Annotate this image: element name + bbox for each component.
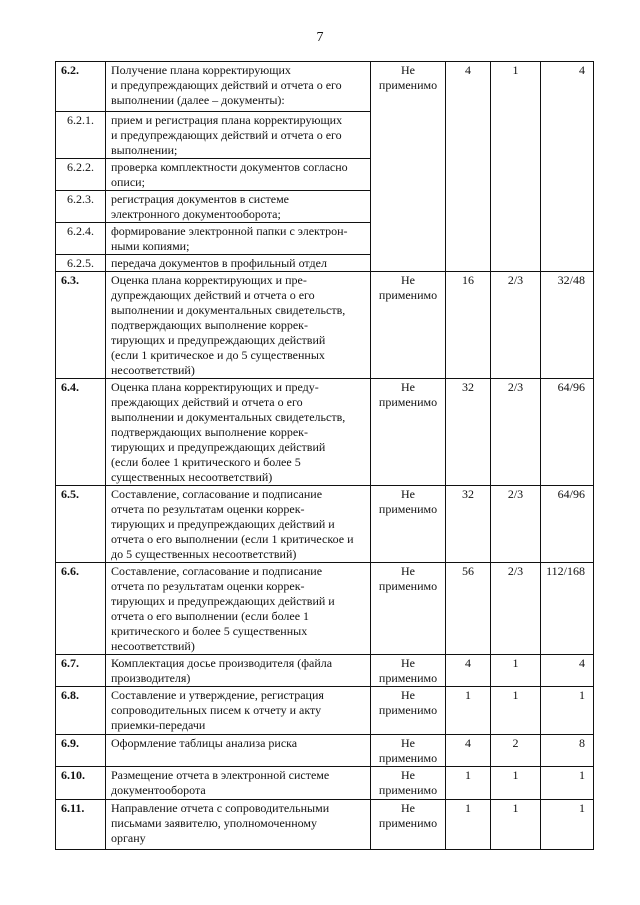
description-line: Составление и утверждение, регистрация <box>111 688 324 702</box>
row-number: 6.4. <box>56 379 106 486</box>
row-number: 6.11. <box>56 800 106 850</box>
row-number: 6.10. <box>56 767 106 800</box>
row-value-b: 2/3 <box>491 272 541 379</box>
row-description <box>106 563 371 655</box>
description-line: Составление, согласование и подписание <box>111 564 323 578</box>
row-description <box>106 159 371 191</box>
row-status: Не применимо <box>371 486 446 563</box>
description-line: Размещение отчета в электронной системе <box>111 768 330 782</box>
description-line: подтверждающих выполнение коррек- <box>111 425 308 439</box>
description-line: несоответствий) <box>111 639 195 653</box>
row-value-a: 32 <box>446 379 491 486</box>
row-value-c: 4 <box>541 62 594 272</box>
row-status: Не применимо <box>371 655 446 687</box>
description-line: органу <box>111 831 146 845</box>
table-row <box>56 486 594 563</box>
row-description <box>106 112 371 159</box>
description-line: тирующих и предупреждающих действий <box>111 333 326 347</box>
description-line: Комплектация досье производителя (файла <box>111 656 333 670</box>
description-line: существенных несоответствий) <box>111 470 273 484</box>
row-value-a: 4 <box>446 735 491 767</box>
row-number: 6.7. <box>56 655 106 687</box>
description-line: Оценка плана корректирующих и преду- <box>111 380 319 394</box>
row-value-c: 1 <box>541 687 594 735</box>
row-value-c: 8 <box>541 735 594 767</box>
row-value-b: 2/3 <box>491 486 541 563</box>
description-line: выполнении (далее – документы): <box>111 93 285 107</box>
row-value-c: 1 <box>541 767 594 800</box>
description-line: выполнении и документальных свидетельств, <box>111 303 346 317</box>
row-description <box>106 735 371 767</box>
description-line: проверка комплектности документов согласно <box>111 160 348 174</box>
table-row <box>56 687 594 735</box>
row-number: 6.9. <box>56 735 106 767</box>
description-line: до 5 существенных несоответствий) <box>111 547 297 561</box>
row-number: 6.6. <box>56 563 106 655</box>
row-description <box>106 379 371 486</box>
row-description <box>106 272 371 379</box>
row-number: 6.2.1. <box>56 112 106 159</box>
row-value-b: 1 <box>491 687 541 735</box>
description-line: тирующих и предупреждающих действий и <box>111 517 335 531</box>
description-line: прием и регистрация плана корректирующих <box>111 113 343 127</box>
description-line: сопроводительных писем к отчету и акту <box>111 703 322 717</box>
description-line: регистрация документов в системе <box>111 192 290 206</box>
row-value-a: 4 <box>446 655 491 687</box>
description-line: несоответствий) <box>111 363 195 377</box>
row-number: 6.2. <box>56 62 106 112</box>
row-value-c: 1 <box>541 800 594 850</box>
table-row <box>56 272 594 379</box>
description-line: (если 1 критическое и до 5 существенных <box>111 348 325 362</box>
table-row <box>56 655 594 687</box>
description-line: и предупреждающих действий и отчета о его <box>111 78 342 92</box>
description-line: выполнении и документальных свидетельств, <box>111 410 346 424</box>
row-number: 6.2.3. <box>56 191 106 223</box>
table-row <box>56 735 594 767</box>
description-line: и предупреждающих действий и отчета о его <box>111 128 342 142</box>
row-value-b: 2 <box>491 735 541 767</box>
row-value-a: 1 <box>446 687 491 735</box>
row-number: 6.2.4. <box>56 223 106 255</box>
description-line: преждающих действий и отчета о его <box>111 395 303 409</box>
row-number: 6.2.5. <box>56 255 106 272</box>
services-table <box>55 61 594 850</box>
description-line: Направление отчета с сопроводительными <box>111 801 330 815</box>
page-number: 7 <box>316 30 324 45</box>
row-value-a: 4 <box>446 62 491 272</box>
description-line: формирование электронной папки с электрон- <box>111 224 348 238</box>
description-line: производителя) <box>111 671 191 685</box>
row-description <box>106 800 371 850</box>
row-description <box>106 62 371 112</box>
row-value-a: 56 <box>446 563 491 655</box>
row-value-b: 1 <box>491 62 541 272</box>
description-line: тирующих и предупреждающих действий и <box>111 594 335 608</box>
table-row <box>56 800 594 850</box>
description-line: выполнении; <box>111 143 178 157</box>
row-value-c: 64/96 <box>541 379 594 486</box>
description-line: описи; <box>111 175 145 189</box>
description-line: Составление, согласование и подписание <box>111 487 323 501</box>
row-number: 6.5. <box>56 486 106 563</box>
description-line: электронного документооборота; <box>111 207 281 221</box>
row-value-a: 16 <box>446 272 491 379</box>
row-value-c: 112/168 <box>541 563 594 655</box>
row-description <box>106 655 371 687</box>
row-value-c: 32/48 <box>541 272 594 379</box>
row-status: Не применимо <box>371 687 446 735</box>
row-number: 6.2.2. <box>56 159 106 191</box>
description-line: отчета о его выполнении (если 1 критическое и <box>111 532 354 546</box>
row-value-b: 1 <box>491 655 541 687</box>
row-value-a: 1 <box>446 767 491 800</box>
services-table-body <box>56 62 594 850</box>
description-line: Оценка плана корректирующих и пре- <box>111 273 307 287</box>
row-description <box>106 255 371 272</box>
table-row <box>56 62 594 112</box>
row-status: Не применимо <box>371 735 446 767</box>
description-line: подтверждающих выполнение коррек- <box>111 318 308 332</box>
description-line: отчета по результатам оценки коррек- <box>111 502 305 516</box>
description-line: отчета о его выполнении (если более 1 <box>111 609 310 623</box>
row-number: 6.3. <box>56 272 106 379</box>
row-status: Не применимо <box>371 767 446 800</box>
row-value-b: 2/3 <box>491 563 541 655</box>
row-value-c: 64/96 <box>541 486 594 563</box>
row-status: Не применимо <box>371 62 446 272</box>
row-value-c: 4 <box>541 655 594 687</box>
description-line: отчета по результатам оценки коррек- <box>111 579 305 593</box>
table-row <box>56 767 594 800</box>
row-value-b: 1 <box>491 767 541 800</box>
description-line: передача документов в профильный отдел <box>111 256 327 270</box>
row-description <box>106 687 371 735</box>
table-row <box>56 563 594 655</box>
row-value-b: 2/3 <box>491 379 541 486</box>
row-description <box>106 223 371 255</box>
description-line: ными копиями; <box>111 239 190 253</box>
description-line: дупреждающих действий и отчета о его <box>111 288 315 302</box>
row-description <box>106 767 371 800</box>
description-line: письмами заявителю, уполномоченному <box>111 816 317 830</box>
row-value-b: 1 <box>491 800 541 850</box>
row-status: Не применимо <box>371 800 446 850</box>
row-description <box>106 486 371 563</box>
row-value-a: 32 <box>446 486 491 563</box>
description-line: критического и более 5 существенных <box>111 624 308 638</box>
description-line: (если более 1 критического и более 5 <box>111 455 301 469</box>
row-number: 6.8. <box>56 687 106 735</box>
row-status: Не применимо <box>371 272 446 379</box>
description-line: Получение плана корректирующих <box>111 63 291 77</box>
description-line: тирующих и предупреждающих действий <box>111 440 326 454</box>
description-line: Оформление таблицы анализа риска <box>111 736 298 750</box>
description-line: приемки-передачи <box>111 718 206 732</box>
table-row <box>56 379 594 486</box>
row-status: Не применимо <box>371 379 446 486</box>
row-status: Не применимо <box>371 563 446 655</box>
description-line: документооборота <box>111 783 206 797</box>
row-value-a: 1 <box>446 800 491 850</box>
row-description <box>106 191 371 223</box>
